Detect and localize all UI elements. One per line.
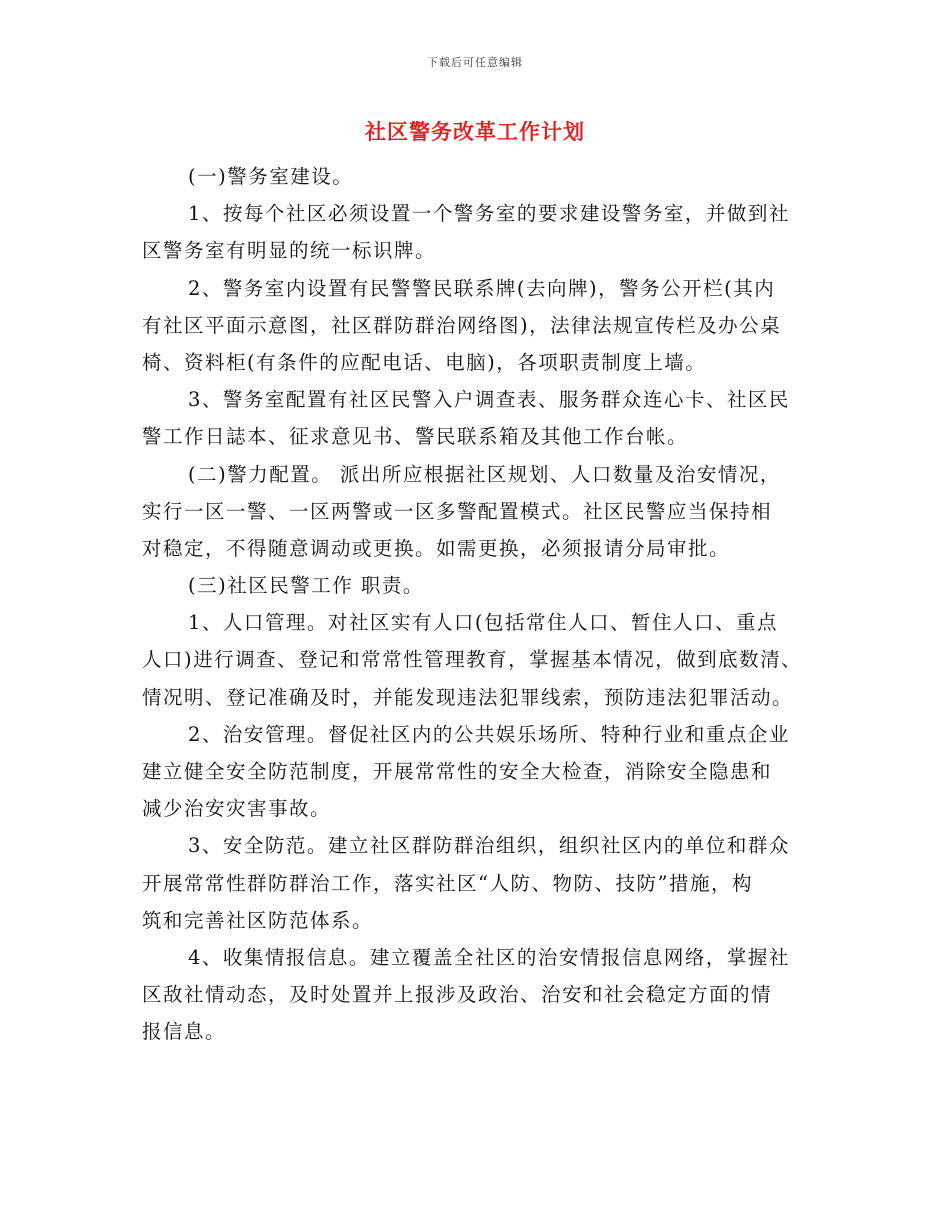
document-body xyxy=(142,158,822,1051)
text-line: 减少治安灾害事故。 xyxy=(142,797,332,821)
text-line: (三)社区民警工作 职责。 xyxy=(188,574,424,598)
text-line: 3、安全防范。建立社区群防群治组织，组织社区内的单位和群众 xyxy=(188,834,790,858)
text-line: (一)警务室建设。 xyxy=(188,165,354,188)
text-line: 人口)进行调查、登记和常常性管理教育，掌握基本情况，做到底数清、 xyxy=(142,648,803,672)
text-line: 椅、资料柜(有条件的应配电话、电脑)，各项职责制度上墙。 xyxy=(142,350,707,374)
text-line: 3、警务室配置有社区民警入户调查表、服务群众连心卡、社区民 xyxy=(188,388,790,412)
text-line: 1、按每个社区必须设置一个警务室的要求建设警务室，并做到社 xyxy=(188,202,790,226)
text-line: 2、警务室内设置有民警警民联系牌(去向牌)，警务公开栏(其内 xyxy=(188,276,776,300)
text-line: 区敌社情动态，及时处置并上报涉及政治、治安和社会稳定方面的情 xyxy=(142,983,773,1007)
text-line: (二)警力配置。 派出所应根据社区规划、人口数量及治安情况， xyxy=(188,462,781,486)
text-line: 有社区平面示意图，社区群防群治网络图)，法律法规宣传栏及办公桌 xyxy=(142,313,782,337)
text-line: 区警务室有明显的统一标识牌。 xyxy=(142,239,437,263)
text-line: 情况明、登记准确及时，并能发现违法犯罪线索，预防违法犯罪活动。 xyxy=(142,685,794,709)
text-line: 筑和完善社区防范体系。 xyxy=(142,908,374,932)
text-line: 对稳定，不得随意调动或更换。如需更换，必须报请分局审批。 xyxy=(142,536,731,560)
text-line: 2、治安管理。督促社区内的公共娱乐场所、特种行业和重点企业 xyxy=(188,722,790,746)
text-line: 4、收集情报信息。建立覆盖全社区的治安情报信息网络，掌握社 xyxy=(188,945,790,969)
text-line: 报信息。 xyxy=(142,1020,227,1044)
text-line: 警工作日誌本、征求意见书、警民联系箱及其他工作台帐。 xyxy=(142,425,689,449)
text-line: 建立健全安全防范制度，开展常常性的安全大检查，消除安全隐患和 xyxy=(142,760,773,783)
text-line: 实行一区一警、一区两警或一区多警配置模式。社区民警应当保持相 xyxy=(142,499,773,523)
header-note: 下载后可任意编辑 xyxy=(427,56,523,69)
text-line: 开展常常性群防群治工作，落实社区“人防、物防、技防”措施，构 xyxy=(142,871,753,895)
text-line: 1、人口管理。对社区实有人口(包括常住人口、暂住人口、重点 xyxy=(188,611,779,635)
document-title: 社区警务改革工作计划 xyxy=(365,119,585,144)
